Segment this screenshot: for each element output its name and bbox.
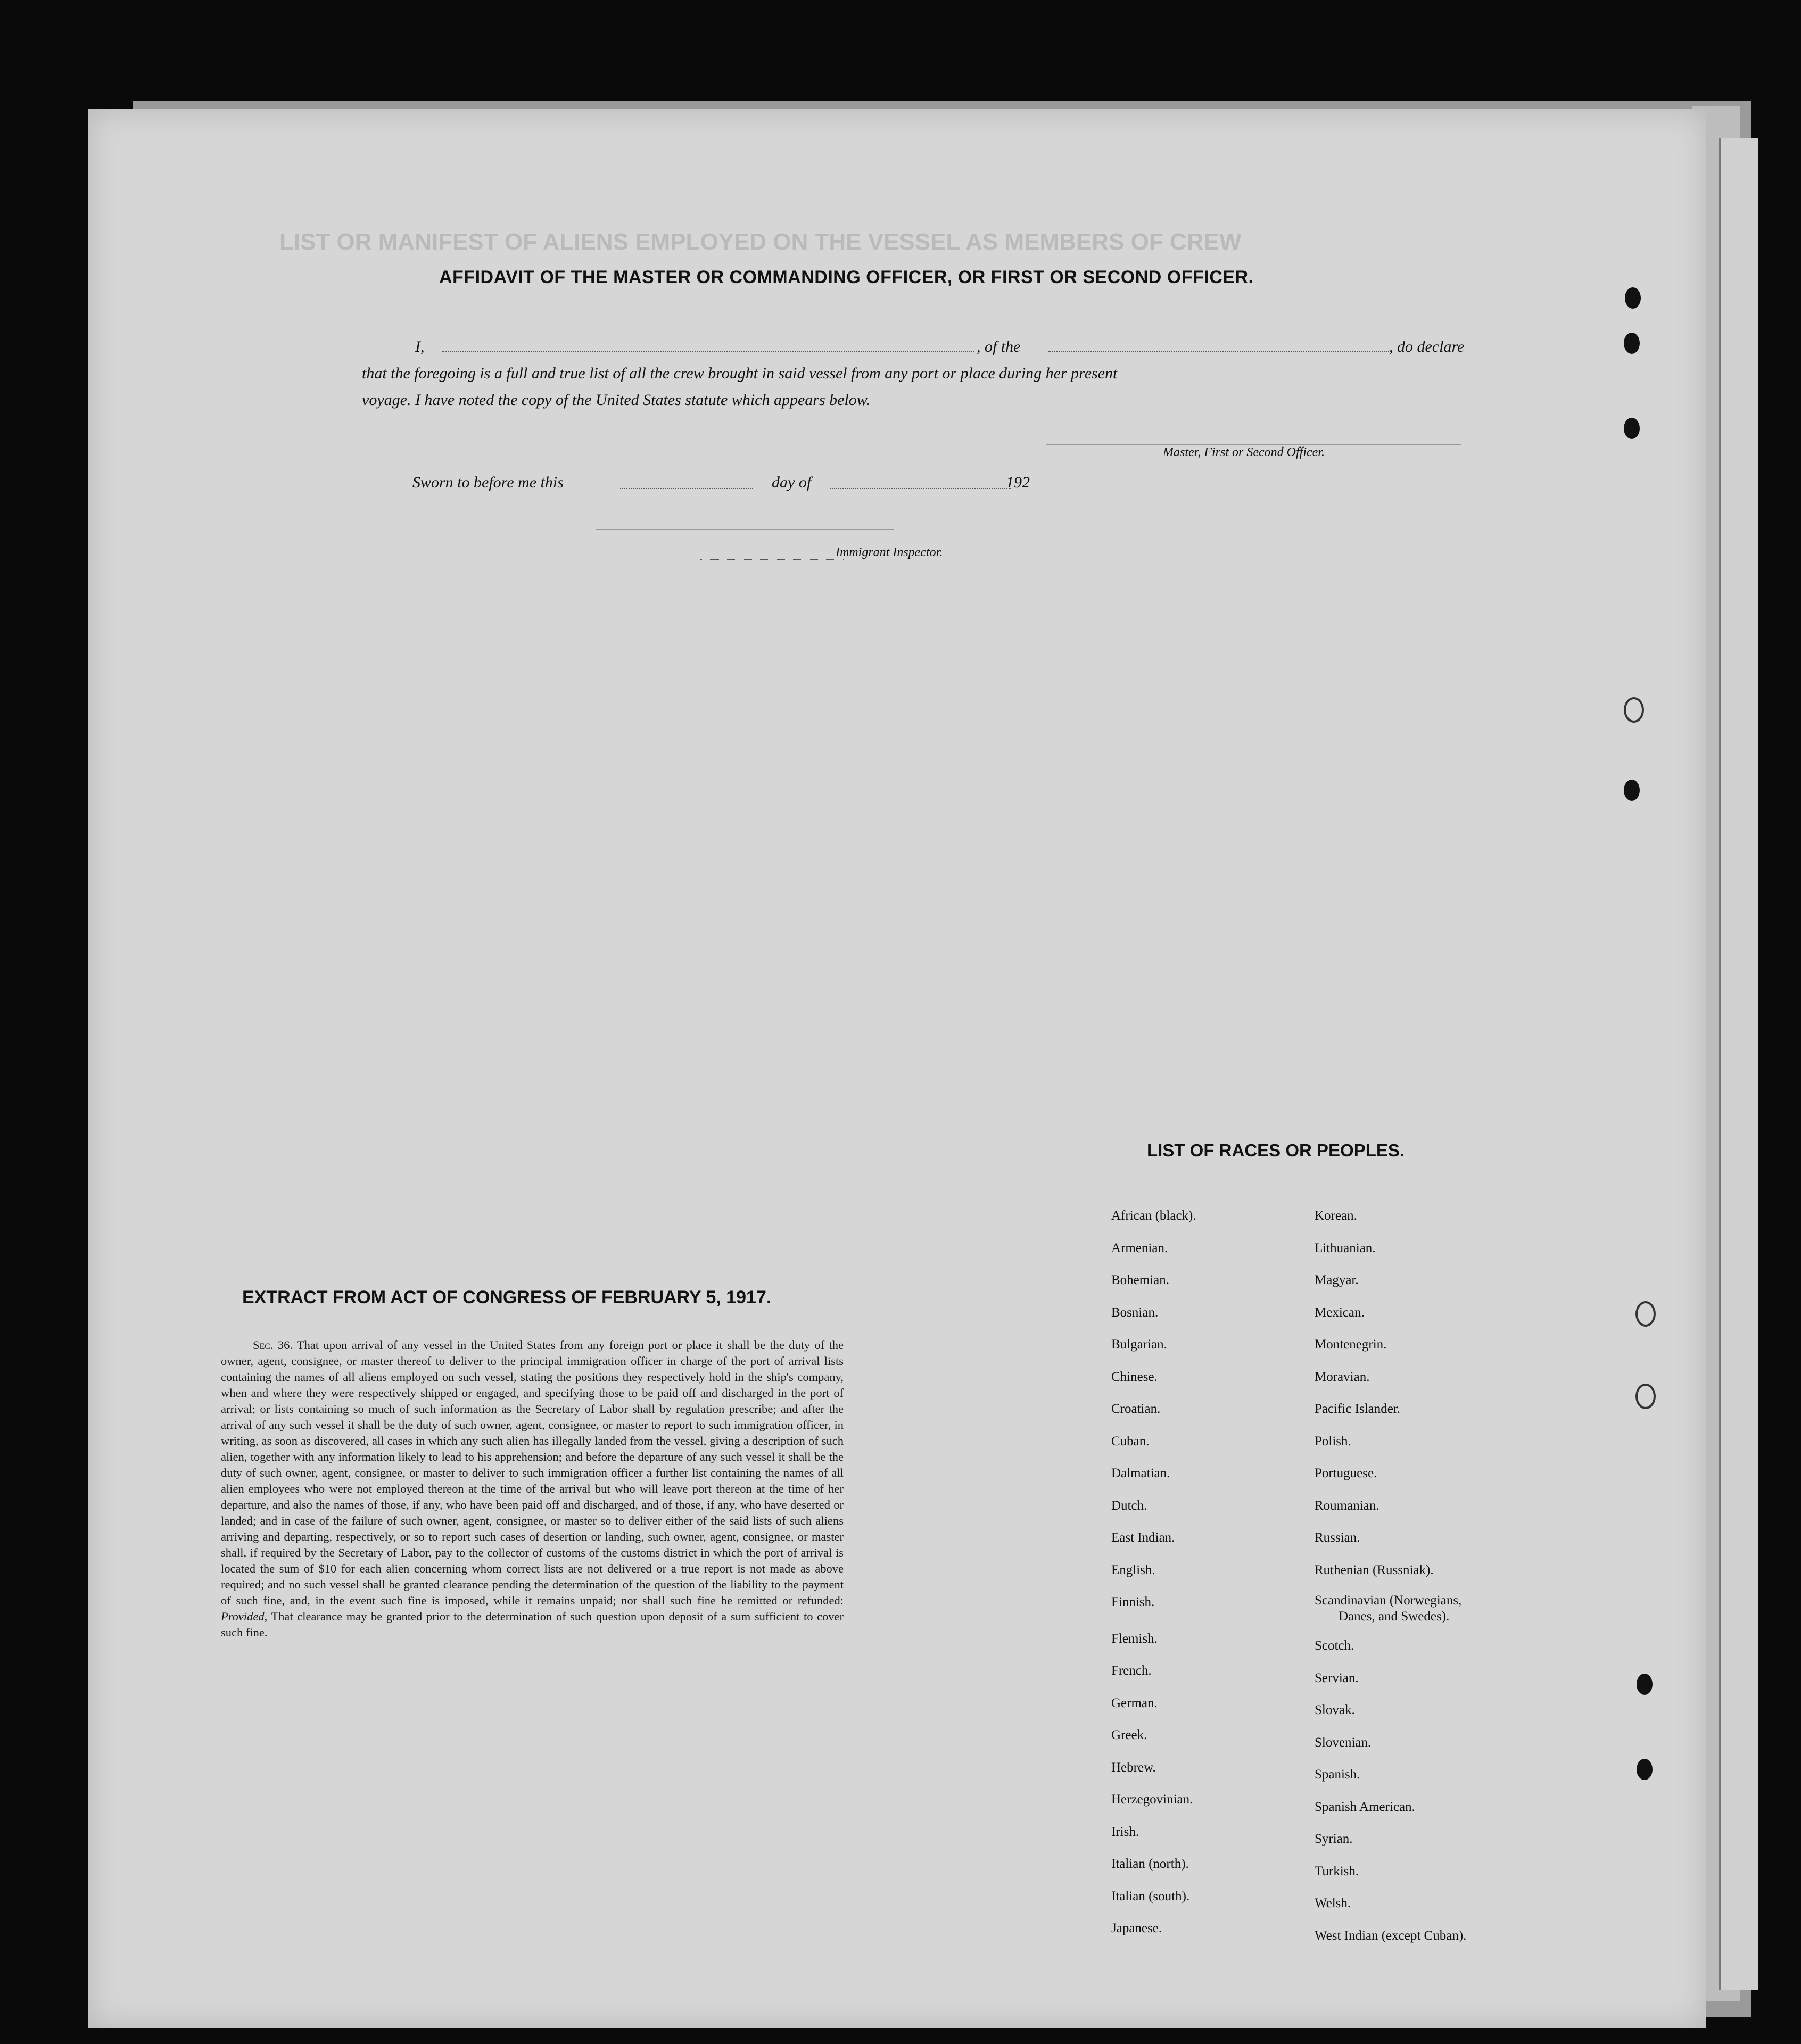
signature-line [1046, 444, 1461, 445]
race-item: Portuguese. [1315, 1466, 1377, 1480]
race-item: Bosnian. [1111, 1305, 1159, 1320]
punch-hole [1635, 1301, 1656, 1327]
punch-hole [1625, 287, 1641, 309]
race-item: Irish. [1111, 1824, 1139, 1839]
vessel-blank-line [1048, 351, 1389, 352]
statute-body: That upon arrival of any vessel in the United States from any foreign port or place it shall be the duty of the owner, agent, consignee, or master thereof to deliver to the principal immigration officer in charge of the port of arrival lists containing the names of all aliens employed on such vessel, stating the positions they respectively hold in the ship's company, when and where they were respectively shipped or engaged, and specifying those to be paid off and discharged in the port of arrival; or lists containing so much of such information as the Secretary of Labor shall by regulation prescribe; and after the arrival of any such vessel it shall be the duty of such owner, agent, consignee, or master to report to such immigration officer, in writing, as soon as discovered, all cases in which any such alien has illegally landed from the vessel, giving a description of such alien, together with any information likely to lead to his apprehension; and before the departure of any such vessel it shall be the duty of such owner, agent, consignee, or master to deliver to such immigration officer a further list containing the names of all alien employees who were not employed thereon at the time of the arrival but who will leave port thereon at the time of her departure, and also the names of those, if any, who have been paid off and discharged, and of those, if any, who have deserted or landed; and in case of the failure of such owner, agent, consignee, or master so to deliver either of the said lists of such aliens arriving and departing, respectively, or so to report such cases of desertion or landing, such owner, agent, consignee, or master shall, if required by the Secretary of Labor, pay to the collector of customs of the customs district in which the port of arrival is located the sum of $10 for each alien concerning whom correct lists are not delivered or a true report is not made as above required; and no such vessel shall be granted clearance pending the determination of the question of the liability to the payment of such fine, and, in the event such fine is imposed, while it remains unpaid; nor shall such fine be remitted or refunded: [221, 1338, 844, 1607]
race-item: Slovenian. [1315, 1735, 1372, 1750]
race-item: Spanish. [1315, 1767, 1360, 1782]
race-item: West Indian (except Cuban). [1315, 1928, 1467, 1943]
punch-hole [1637, 1759, 1653, 1780]
race-item: Montenegrin. [1315, 1337, 1387, 1352]
affidavit-line-3: voyage. I have noted the copy of the United States statute which appears below. [362, 391, 871, 409]
race-item: Armenian. [1111, 1240, 1168, 1255]
name-blank-line [442, 351, 974, 352]
month-blank-line [830, 488, 1011, 489]
race-item: African (black). [1111, 1209, 1196, 1223]
race-item: Welsh. [1315, 1896, 1351, 1910]
race-item [1315, 1593, 1466, 1625]
race-item: Magyar. [1315, 1273, 1359, 1287]
race-item: Greek. [1111, 1728, 1147, 1742]
race-item: Moravian. [1315, 1369, 1370, 1384]
race-item: Chinese. [1111, 1369, 1158, 1384]
races-title: LIST OF RACES OR PEOPLES. [1147, 1140, 1405, 1160]
race-item: Slovak. [1315, 1703, 1355, 1717]
race-item: Herzegovinian. [1111, 1792, 1193, 1807]
race-item: East Indian. [1111, 1530, 1175, 1545]
race-item: Korean. [1315, 1209, 1357, 1223]
race-item: Russian. [1315, 1530, 1360, 1545]
race-item: Finnish. [1111, 1595, 1155, 1609]
punch-hole [1624, 333, 1640, 354]
race-item: Croatian. [1111, 1402, 1161, 1416]
race-item: Spanish American. [1315, 1799, 1415, 1814]
race-item-line: Danes, and Swedes). [1339, 1609, 1450, 1624]
statute-text [221, 1337, 844, 1641]
race-item: French. [1111, 1664, 1152, 1678]
race-item: Bulgarian. [1111, 1337, 1167, 1352]
extract-title: EXTRACT FROM ACT OF CONGRESS OF FEBRUARY 5, 1917. [242, 1287, 772, 1308]
race-item: German. [1111, 1695, 1158, 1710]
affidavit-i: I, [415, 338, 425, 355]
race-item: Dalmatian. [1111, 1466, 1170, 1480]
signature-label: Master, First or Second Officer. [1163, 445, 1325, 459]
inspector-label: Immigrant Inspector. [836, 545, 943, 559]
race-item: Scotch. [1315, 1638, 1354, 1653]
race-item: Bohemian. [1111, 1273, 1170, 1287]
race-item: Italian (south). [1111, 1889, 1190, 1904]
race-item: Turkish. [1315, 1864, 1359, 1879]
day-of-text: day of [772, 474, 812, 491]
races-column-2 [1315, 1200, 1466, 1952]
underlying-page-edge [1719, 138, 1758, 1990]
race-item: Japanese. [1111, 1921, 1162, 1935]
race-item: Italian (north). [1111, 1857, 1189, 1871]
punch-hole [1635, 1384, 1656, 1409]
race-item: Polish. [1315, 1434, 1351, 1449]
punch-hole [1624, 780, 1640, 801]
affidavit-line-2: that the foregoing is a full and true list of all the crew brought in said vessel from any port or place during her present [362, 365, 1118, 382]
inspector-blank-line [700, 559, 844, 560]
punch-hole [1624, 418, 1640, 439]
race-item: Pacific Islander. [1315, 1402, 1401, 1416]
race-item: Servian. [1315, 1670, 1359, 1685]
affidavit-of-the: , of the [977, 338, 1021, 355]
statute-body-end: That clearance may be granted prior to the determination of such question upon deposit of a sum sufficient to cover such fine. [221, 1610, 844, 1639]
race-item: Ruthenian (Russniak). [1315, 1562, 1434, 1577]
race-item: Dutch. [1111, 1498, 1147, 1513]
sworn-text: Sworn to before me this [412, 474, 564, 491]
races-column-1 [1111, 1200, 1196, 1945]
document-page [88, 109, 1706, 2028]
inspector-signature-line [596, 529, 894, 530]
race-item: Mexican. [1315, 1305, 1365, 1320]
year-prefix: 192 [1006, 474, 1030, 491]
bleed-through-header: LIST OR MANIFEST OF ALIENS EMPLOYED ON THE VESSEL AS MEMBERS OF CREW [279, 229, 1242, 255]
affidavit-do-declare: , do declare [1389, 338, 1465, 355]
statute-provided: Provided, [221, 1610, 268, 1623]
race-item: Hebrew. [1111, 1760, 1156, 1775]
race-item: Lithuanian. [1315, 1240, 1376, 1255]
punch-hole [1637, 1674, 1653, 1695]
day-blank-line [620, 488, 753, 489]
race-item: Syrian. [1315, 1832, 1353, 1846]
affidavit-title: AFFIDAVIT OF THE MASTER OR COMMANDING OFFICER, OR FIRST OR SECOND OFFICER. [439, 267, 1254, 287]
race-item: Roumanian. [1315, 1498, 1379, 1513]
race-item: Cuban. [1111, 1434, 1150, 1449]
race-item: English. [1111, 1562, 1155, 1577]
race-item-line: Scandinavian (Norwegians, [1315, 1593, 1462, 1608]
section-number: Sec. 36. [253, 1338, 293, 1352]
race-item: Flemish. [1111, 1631, 1158, 1646]
punch-hole [1624, 697, 1644, 723]
